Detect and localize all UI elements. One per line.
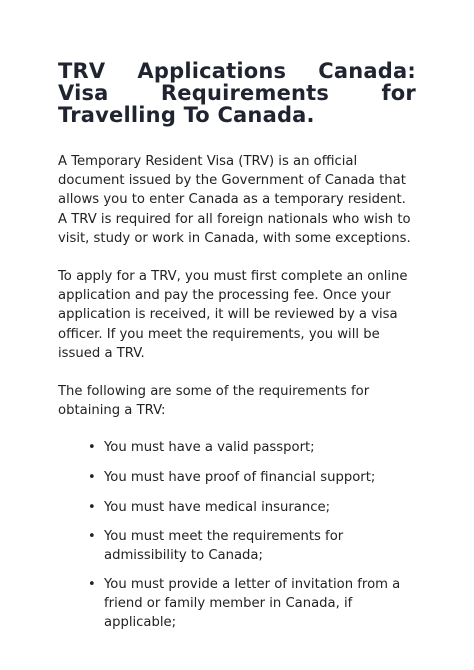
list-item-text: You must have proof of financial support;: [104, 470, 376, 486]
list-item: [88, 469, 416, 488]
bullet-icon: •: [88, 470, 96, 486]
paragraph-trv-definition: A Temporary Resident Visa (TRV) is an official document issued by the Government of Canada that allows you to enter Canada as a temporary resident. A TRV is required for all foreign nationals who wish to visit, study or work in Canada, with some exceptions.: [58, 154, 411, 246]
bullet-icon: •: [88, 440, 96, 456]
list-item-text: You must provide a letter of invitation from a friend or family member in Canada, if applicable;: [104, 577, 401, 630]
list-item: [88, 499, 416, 518]
document-title: TRV Applications Canada: Visa Requirements for Travelling To Canada.: [58, 59, 416, 127]
requirements-list: [58, 439, 416, 632]
list-item: [88, 576, 416, 632]
bullet-icon: •: [88, 529, 96, 545]
list-item-text: You must meet the requirements for admissibility to Canada;: [104, 529, 344, 563]
paragraph-application-process: To apply for a TRV, you must first complete an online application and pay the processing fee. Once your application is received, it will be reviewed by a visa officer. If you meet the requirements, you will be issued a TRV.: [58, 269, 408, 361]
list-item-text: You must have medical insurance;: [104, 499, 331, 515]
list-item: [88, 528, 416, 565]
bullet-icon: •: [88, 499, 96, 515]
bullet-icon: •: [88, 577, 96, 593]
list-item-text: You must have a valid passport;: [104, 440, 315, 456]
list-item: [88, 439, 416, 458]
paragraph-requirements-intro: The following are some of the requirements for obtaining a TRV:: [58, 384, 370, 419]
